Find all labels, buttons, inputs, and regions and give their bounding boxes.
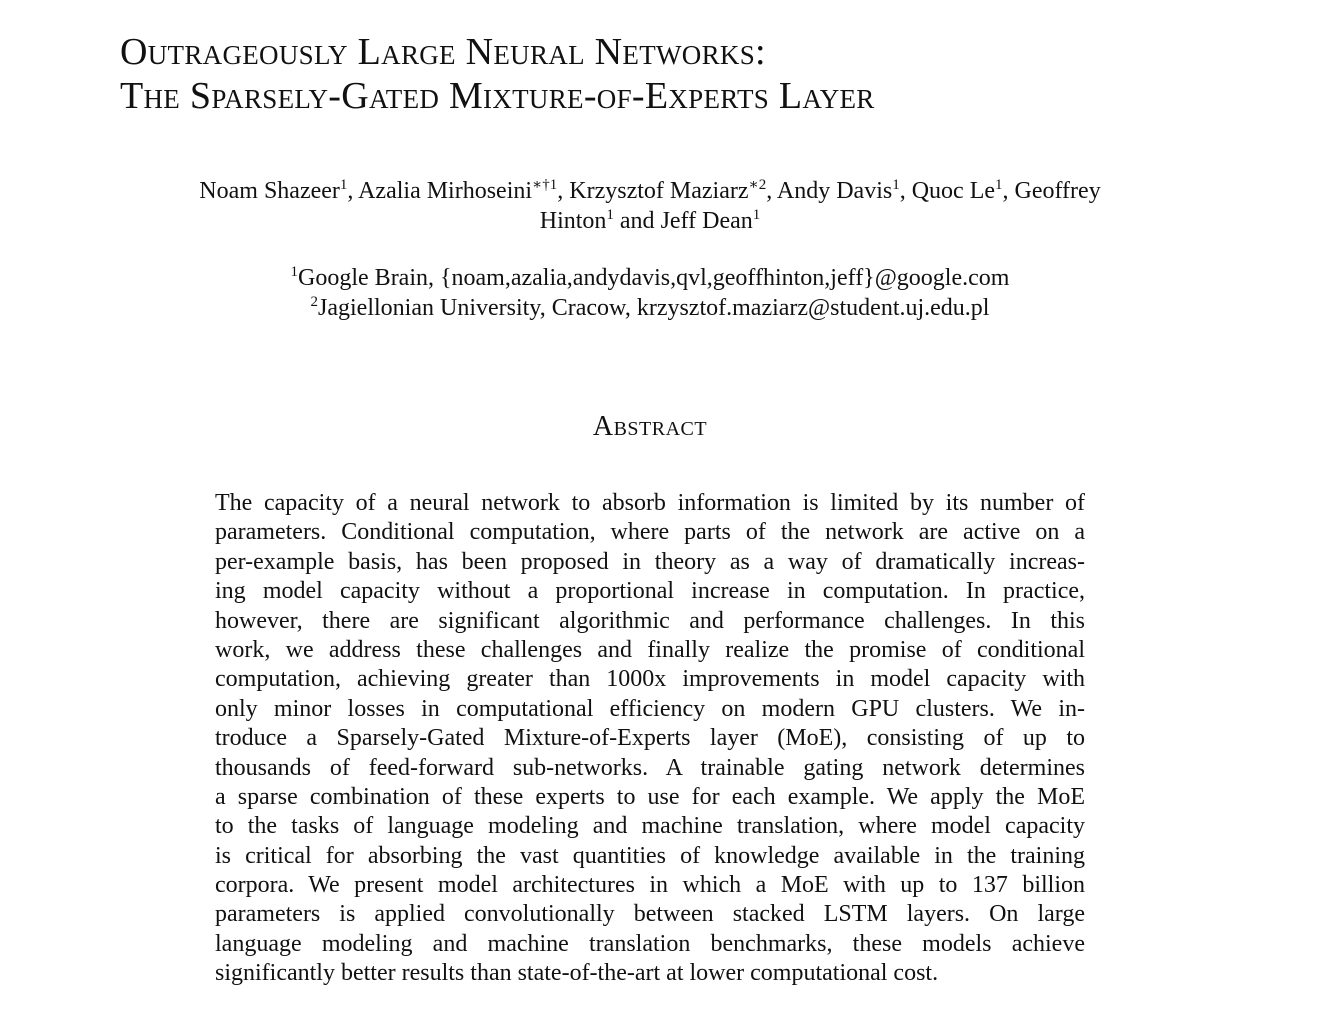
- abstract-body: [215, 489, 1085, 989]
- author-name: Krzysztof Maziarz: [569, 178, 749, 204]
- title-line-1: Outrageously Large Neural Networks:: [120, 31, 766, 73]
- abstract-line: significantly better results than state-of-the-art at lower computational cost.: [215, 960, 939, 987]
- author-name: Noam Shazeer: [199, 178, 340, 204]
- author-line-1: Noam Shazeer$^1$, Azalia Mirhoseini$^{∗\dagger 1}$, Krzysztof Maziarz$^{∗2}$, Andy Davis$^1$, Quoc Le$^1$, Geoffrey: [199, 177, 1101, 204]
- author-superscript: ∗2: [748, 177, 767, 193]
- abstract-line: ing model capacity without a proportional increase in computation. In practice,: [215, 578, 1085, 605]
- abstract-line: corpora. We present model architectures in which a MoE with up to 137 billion: [215, 872, 1085, 899]
- abstract-line: parameters is applied convolutionally between stacked LSTM layers. On large: [215, 901, 1085, 928]
- abstract-line: to the tasks of language modeling and machine translation, where model capacity: [215, 813, 1085, 840]
- affiliation-line: [100, 263, 1200, 293]
- author-superscript: 1: [606, 207, 614, 223]
- author-line-2: [100, 206, 1200, 236]
- abstract-line: troduce a Sparsely-Gated Mixture-of-Experts layer (MoE), consisting of up to: [215, 725, 1085, 752]
- affiliation-superscript: 1: [290, 264, 299, 280]
- abstract-line: parameters. Conditional computation, where parts of the network are active on a: [215, 519, 1085, 546]
- abstract-heading: Abstract: [592, 411, 708, 442]
- affiliation-text: Jagiellonian University, Cracow, krzysztof.maziarz@student.uj.edu.pl: [318, 295, 990, 321]
- abstract-line: is critical for absorbing the vast quantities of knowledge available in the training: [215, 842, 1085, 869]
- title-line-2: The Sparsely-Gated Mixture-of-Experts Layer: [120, 75, 875, 117]
- author-name: Jeff Dean: [660, 208, 753, 234]
- affiliation-line: [100, 293, 1200, 323]
- author-name: Geoffrey: [1014, 178, 1101, 204]
- paper-title: [120, 30, 1220, 118]
- author-name: Quoc Le: [911, 178, 996, 204]
- abstract-line: language modeling and machine translation benchmarks, these models achieve: [215, 930, 1085, 957]
- author-superscript: 1: [892, 177, 900, 193]
- abstract-line: thousands of feed-forward sub-networks. A trainable gating network determines: [215, 754, 1085, 781]
- author-superscript: 1: [752, 207, 761, 223]
- abstract-line: The capacity of a neural network to absorb information is limited by its number of: [215, 490, 1085, 516]
- affiliation-text: Google Brain, {noam,azalia,andydavis,qvl,geoffhinton,jeff}@google.com: [298, 265, 1010, 291]
- abstract-line: per-example basis, has been proposed in theory as a way of dramatically increas-: [215, 548, 1085, 575]
- abstract-line: a sparse combination of these experts to use for each example. We apply the MoE: [215, 783, 1085, 810]
- abstract-line: computation, achieving greater than 1000x improvements in model capacity with: [215, 666, 1085, 693]
- abstract-line: work, we address these challenges and finally realize the promise of conditional: [215, 636, 1085, 663]
- author-superscript: 1: [995, 177, 1003, 193]
- author-list: [100, 176, 1200, 236]
- author-joiner: and: [619, 208, 655, 234]
- author-name: Hinton: [539, 208, 607, 234]
- author-name: Andy Davis: [776, 178, 893, 204]
- author-superscript: ∗†1: [532, 177, 558, 193]
- affiliation-superscript: 2: [310, 294, 319, 310]
- author-superscript: 1: [339, 177, 348, 193]
- abstract-line: only minor losses in computational efficiency on modern GPU clusters. We in-: [215, 695, 1085, 722]
- affiliations: [100, 263, 1200, 323]
- author-name: Azalia Mirhoseini: [358, 178, 533, 204]
- abstract-line: however, there are significant algorithmic and performance challenges. In this: [215, 607, 1085, 634]
